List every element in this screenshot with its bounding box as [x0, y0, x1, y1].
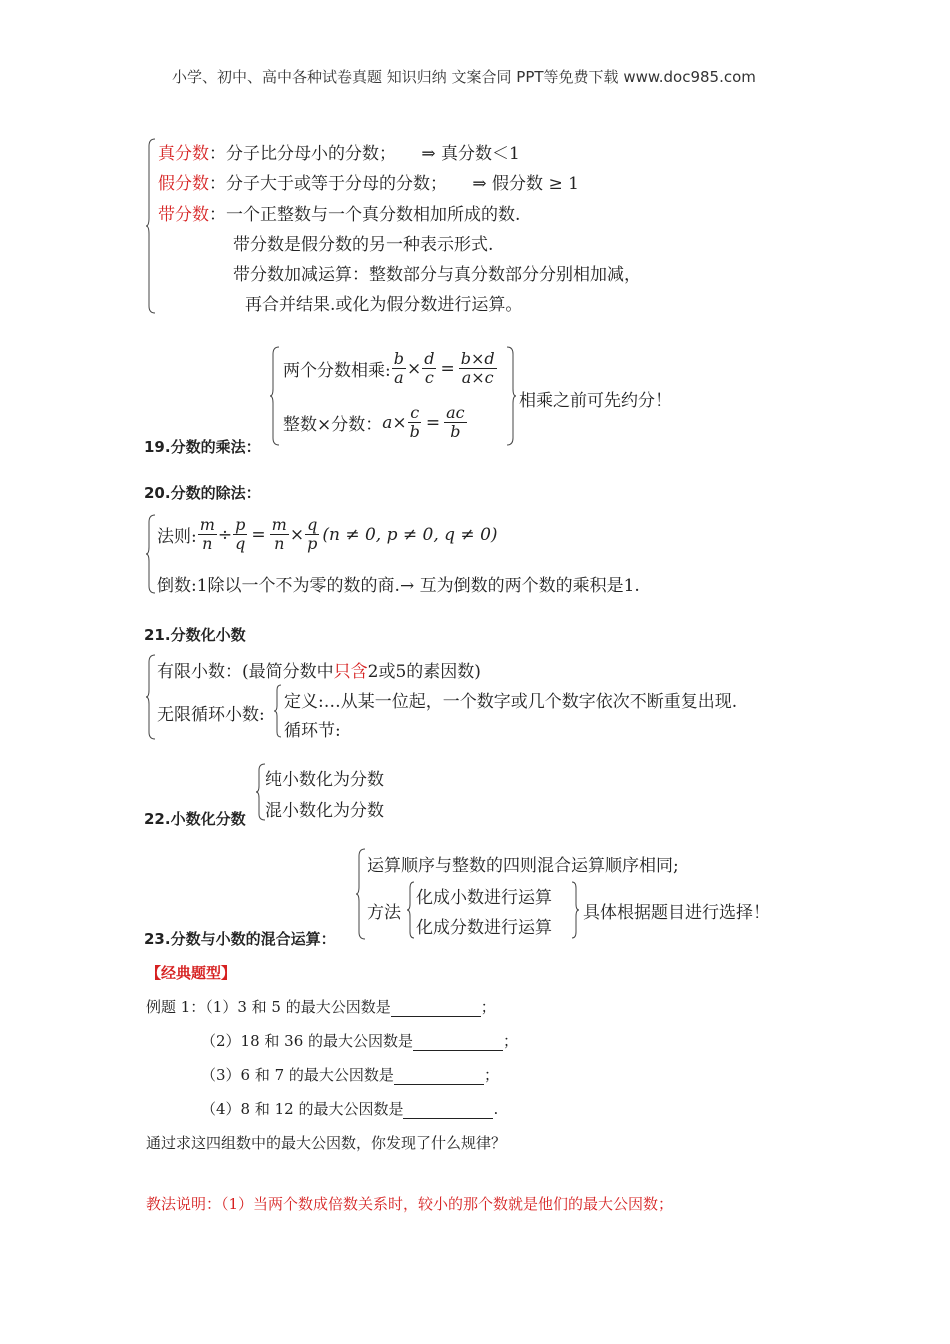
- sec20-brace: [146, 514, 156, 594]
- mixed-desc: ：一个正整数与一个真分数相加所成的数.: [209, 205, 521, 225]
- fraction-types-brace: [146, 138, 156, 314]
- sec23-order: 运算顺序与整数的四则混合运算顺序相同;: [367, 856, 679, 876]
- rule-condition: (n ≠ 0, p ≠ 0, q ≠ 0): [322, 524, 498, 545]
- sec22-mixed: 混小数化为分数: [265, 801, 384, 821]
- sec19-right-brace: [506, 346, 516, 446]
- times-sign: ×: [289, 524, 305, 545]
- sec19-line2-label: 整数×分数：: [283, 415, 383, 435]
- sec21-inner-brace: [274, 684, 282, 738]
- example-question: 通过求这四组数中的最大公因数，你发现了什么规律？: [146, 1134, 507, 1152]
- proper-result: ⇒ 真分数＜1: [421, 144, 520, 164]
- times-sign: ×: [406, 358, 422, 379]
- q4-answer-blank[interactable]: [403, 1102, 493, 1119]
- example-q2: [201, 1030, 518, 1051]
- sec23-method: 方法: [367, 903, 401, 923]
- sec23-method-1: 化成小数进行运算: [416, 888, 552, 908]
- q4-text: （4）8 和 12 的最大公因数是: [201, 1100, 404, 1118]
- sec22-pure: 纯小数化为分数: [265, 770, 384, 790]
- sec21-definition: 定义:…从某一位起，一个数字或几个数字依次不断重复出现.: [284, 692, 738, 712]
- rule-label: 法则:: [157, 527, 197, 547]
- fraction-bd-over-ac: $\frac{b\times d}{a\times c}$: [460, 349, 495, 387]
- sec23-method-brace: [407, 881, 415, 939]
- mixed-label: 带分数: [158, 205, 209, 225]
- example-q1: [146, 996, 496, 1017]
- sec23-method-2: 化成分数进行运算: [416, 918, 552, 938]
- finite-text-b: 2或5的素因数): [367, 662, 481, 682]
- sec21-infinite-label: 无限循环小数:: [157, 705, 265, 725]
- proper-label: 真分数: [158, 144, 209, 164]
- fraction-q-over-p: $\frac{q}{p}$: [307, 515, 318, 553]
- sec21-brace: [146, 654, 156, 740]
- q4-end: .: [493, 1100, 499, 1118]
- page-header: 小学、初中、高中各种试卷真题 知识归纳 文案合同 PPT等免费下载 www.doc985.com: [172, 68, 756, 86]
- equals-sign: =: [251, 524, 266, 545]
- classic-title: 【经典题型】: [146, 964, 237, 982]
- sec19-line1: [283, 350, 498, 387]
- q1-answer-blank[interactable]: [391, 1000, 481, 1017]
- q1-text: 例题 1：（1）3 和 5 的最大公因数是: [146, 998, 391, 1016]
- sec22-title: 22.小数化分数: [144, 810, 246, 828]
- sec20-rule: [157, 516, 498, 553]
- mixed-line-3: 带分数加减运算：整数部分与真分数部分分别相加减，: [233, 265, 641, 285]
- mixed-line-4: 再合并结果.或化为假分数进行运算。: [245, 295, 523, 315]
- improper-label: 假分数: [158, 174, 209, 194]
- sec19-line1-label: 两个分数相乘:: [283, 361, 391, 381]
- q2-end: ；: [503, 1032, 519, 1050]
- teaching-note: 教法说明：（1）当两个数成倍数关系时，较小的那个数就是他们的最大公因数；: [146, 1195, 674, 1213]
- sec19-note: 相乘之前可先约分！: [519, 391, 672, 411]
- fraction-p-over-q: $\frac{p}{q}$: [235, 515, 246, 553]
- q3-answer-blank[interactable]: [394, 1068, 484, 1085]
- improper-result: ⇒ 假分数 ≥ 1: [472, 174, 579, 194]
- fraction-m-over-n-2: $\frac{m}{n}$: [271, 515, 287, 553]
- divide-sign: ÷: [217, 524, 233, 545]
- sec19-line2: [283, 404, 468, 441]
- sec21-finite: [157, 657, 481, 682]
- fraction-m-over-n: $\frac{m}{n}$: [199, 515, 215, 553]
- var-a: a: [382, 412, 393, 433]
- mixed-line-2: 带分数是假分数的另一种表示形式.: [233, 235, 494, 255]
- proper-fraction-line: [158, 139, 520, 164]
- sec19-title: 19.分数的乘法：: [144, 438, 261, 456]
- equals-sign: =: [440, 358, 455, 379]
- times-sign: ×: [392, 412, 407, 433]
- sec21-title: 21.分数化小数: [144, 626, 246, 644]
- proper-desc: ：分子比分母小的分数；: [209, 144, 396, 164]
- sec21-cycle: 循环节:: [284, 721, 341, 741]
- finite-text-red: 只含: [333, 662, 368, 682]
- improper-fraction-line: [158, 169, 579, 194]
- example-q3: [201, 1064, 499, 1085]
- sec20-reciprocal: 倒数:1除以一个不为零的数的商.→ 互为倒数的两个数的乘积是1.: [157, 576, 640, 596]
- q1-end: ；: [480, 998, 496, 1016]
- sec23-right-brace: [571, 881, 579, 939]
- finite-text-a: 有限小数：(最简分数中: [157, 662, 334, 682]
- sec23-brace: [356, 848, 366, 940]
- fraction-d-over-c: $\frac{d}{c}$: [424, 349, 435, 387]
- q3-end: ；: [483, 1066, 499, 1084]
- example-q4: [201, 1098, 498, 1119]
- q2-text: （2）18 和 36 的最大公因数是: [201, 1032, 414, 1050]
- improper-desc: ：分子大于或等于分母的分数；: [209, 174, 447, 194]
- sec23-note: 具体根据题目进行选择！: [583, 903, 770, 923]
- mixed-fraction-line: [158, 200, 520, 225]
- sec20-title: 20.分数的除法：: [144, 484, 261, 502]
- fraction-b-over-a: $\frac{b}{a}$: [393, 349, 404, 387]
- fraction-c-over-b: $\frac{c}{b}$: [409, 403, 420, 441]
- sec19-left-brace: [270, 346, 280, 446]
- q2-answer-blank[interactable]: [413, 1034, 503, 1051]
- sec23-title: 23.分数与小数的混合运算：: [144, 930, 336, 948]
- equals-sign: =: [425, 412, 441, 433]
- fraction-ac-over-b: $\frac{ac}{b}$: [446, 403, 465, 441]
- q3-text: （3）6 和 7 的最大公因数是: [201, 1066, 394, 1084]
